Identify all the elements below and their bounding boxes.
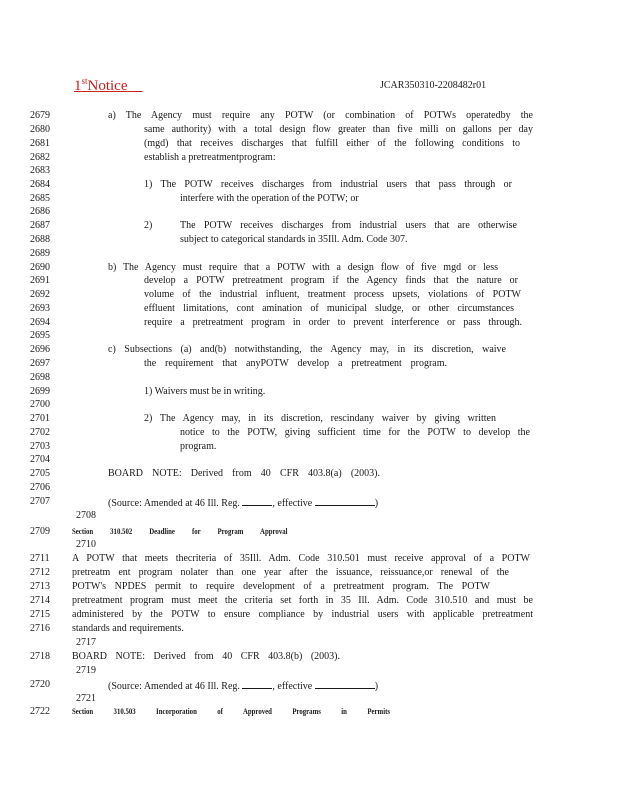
board-note: BOARD NOTE: Derived from 40 CFR 403.8(b) (2003). xyxy=(72,651,340,662)
line-number: 2681 xyxy=(30,138,50,149)
line-number: 2688 xyxy=(30,234,50,245)
line-number: 2686 xyxy=(30,206,50,217)
line-number: 2680 xyxy=(30,124,50,135)
paragraph-b-line: require a pretreatment program in order to prevent interference or pass through. xyxy=(144,317,522,328)
item-c2-line: 2) The Agency may, in its discretion, rescindany waiver by giving written xyxy=(144,413,496,424)
line-number: 2716 xyxy=(30,623,50,634)
line-number: 2700 xyxy=(30,399,50,410)
line-number: 2704 xyxy=(30,454,50,465)
line-number: 2679 xyxy=(30,110,50,121)
paragraph-a-line: a) The Agency must require any POTW (or combination of POTWs operatedby the xyxy=(108,110,533,121)
section-body-line: administered by the POTW to ensure compliance by industrial users with applicable pretreatment xyxy=(72,609,533,620)
section-body-line: pretreatment program must meet the criteria set forth in 35 Ill. Adm. Code 310.510 and must be xyxy=(72,595,533,606)
line-number: 2710 xyxy=(76,539,96,550)
paragraph-b-line: volume of the industrial influent, treatment process upsets, violations of POTW xyxy=(144,289,521,300)
notice-heading xyxy=(74,76,143,95)
item-a2-line: The POTW receives discharges from industrial users that are otherwise xyxy=(180,220,517,231)
line-number: 2714 xyxy=(30,595,50,606)
section-heading: Section 310.502 Deadline for Program Approval xyxy=(72,527,288,536)
line-number: 2709 xyxy=(30,526,50,537)
notice-number: 1 xyxy=(74,78,82,94)
source-note xyxy=(108,496,378,510)
line-number: 2703 xyxy=(30,441,50,452)
line-number: 2722 xyxy=(30,706,50,717)
item-c1-line: 1) Waivers must be in writing. xyxy=(144,386,266,397)
line-number: 2689 xyxy=(30,248,50,259)
line-number: 2699 xyxy=(30,386,50,397)
line-number: 2691 xyxy=(30,275,50,286)
source-close: ) xyxy=(374,498,379,509)
paragraph-b-line: b) The Agency must require that a POTW with a design flow of five mgd or less xyxy=(108,262,498,273)
line-number: 2719 xyxy=(76,665,96,676)
notice-ordinal: st xyxy=(81,76,88,86)
paragraph-b-line: develop a POTW pretreatment program if the Agency finds that the nature or xyxy=(144,275,518,286)
paragraph-c-line: c) Subsections (a) and(b) notwithstanding, the Agency may, in its discretion, waive xyxy=(108,344,506,355)
source-close: ) xyxy=(374,681,379,692)
register-blank xyxy=(242,496,272,506)
line-number: 2690 xyxy=(30,262,50,273)
line-number: 2713 xyxy=(30,581,50,592)
line-number: 2702 xyxy=(30,427,50,438)
effective-text: , effective xyxy=(272,498,313,509)
line-number: 2711 xyxy=(30,553,50,564)
item-a2-line: subject to categorical standards in 35Ill. Adm. Code 307. xyxy=(180,234,408,245)
section-heading: Section 310.503 Incorporation of Approved Programs in Permits xyxy=(72,707,391,716)
paragraph-a-line: (mgd) that receives discharges that fulfill either of the following conditions to xyxy=(144,138,520,149)
line-number: 2715 xyxy=(30,609,50,620)
line-number: 2687 xyxy=(30,220,50,231)
line-number: 2682 xyxy=(30,152,50,163)
item-c2-line: program. xyxy=(180,441,217,452)
line-number: 2721 xyxy=(76,693,96,704)
effective-blank xyxy=(315,496,375,506)
line-number: 2684 xyxy=(30,179,50,190)
line-number: 2697 xyxy=(30,358,50,369)
line-number: 2717 xyxy=(76,637,96,648)
line-number: 2720 xyxy=(30,679,50,690)
item-c2-line: notice to the POTW, giving sufficient time for the POTW to develop the xyxy=(180,427,530,438)
line-number: 2694 xyxy=(30,317,50,328)
effective-text: , effective xyxy=(272,681,313,692)
section-body-line: pretreatm ent program nolater than one year after the issuance, reissuance,or renewal of the xyxy=(72,567,509,578)
line-number: 2685 xyxy=(30,193,50,204)
line-number: 2708 xyxy=(76,510,96,521)
item-a2-number: 2) xyxy=(144,220,153,231)
paragraph-a-line: same authority) with a total design flow greater than five milli on gallons per day xyxy=(144,124,533,135)
line-number: 2698 xyxy=(30,372,50,383)
line-number: 2695 xyxy=(30,330,50,341)
section-body-line: standards and requirements. xyxy=(72,623,184,634)
line-number: 2683 xyxy=(30,165,50,176)
line-number: 2706 xyxy=(30,482,50,493)
section-body-line: A POTW that meets thecriteria of 35Ill. Adm. Code 310.501 must receive approval of a POTW xyxy=(72,553,530,564)
line-number: 2701 xyxy=(30,413,50,424)
line-number: 2696 xyxy=(30,344,50,355)
item-a1-line: 1) The POTW receives discharges from industrial users that pass through or xyxy=(144,179,512,190)
register-blank xyxy=(242,679,272,689)
document-id: JCAR350310-2208482r01 xyxy=(380,80,487,91)
item-a1-line: interfere with the operation of the POTW; or xyxy=(180,193,359,204)
line-number: 2718 xyxy=(30,651,50,662)
line-number: 2712 xyxy=(30,567,50,578)
paragraph-a-line: establish a pretreatmentprogram: xyxy=(144,152,276,163)
notice-word: Notice xyxy=(87,78,128,94)
source-text: (Source: Amended at 46 Ill. Reg. xyxy=(108,681,240,692)
board-note: BOARD NOTE: Derived from 40 CFR 403.8(a) (2003). xyxy=(108,468,380,479)
line-number: 2692 xyxy=(30,289,50,300)
section-body-line: POTW's NPDES permit to require development of a pretreatment program. The POTW xyxy=(72,581,490,592)
source-text: (Source: Amended at 46 Ill. Reg. xyxy=(108,498,240,509)
line-number: 2705 xyxy=(30,468,50,479)
line-number: 2707 xyxy=(30,496,50,507)
paragraph-b-line: effluent limitations, cont amination of municipal sludge, or other circumstances xyxy=(144,303,514,314)
effective-blank xyxy=(315,679,375,689)
paragraph-c-line: the requirement that anyPOTW develop a pretreatment program. xyxy=(144,358,447,369)
source-note xyxy=(108,679,378,693)
line-number: 2693 xyxy=(30,303,50,314)
